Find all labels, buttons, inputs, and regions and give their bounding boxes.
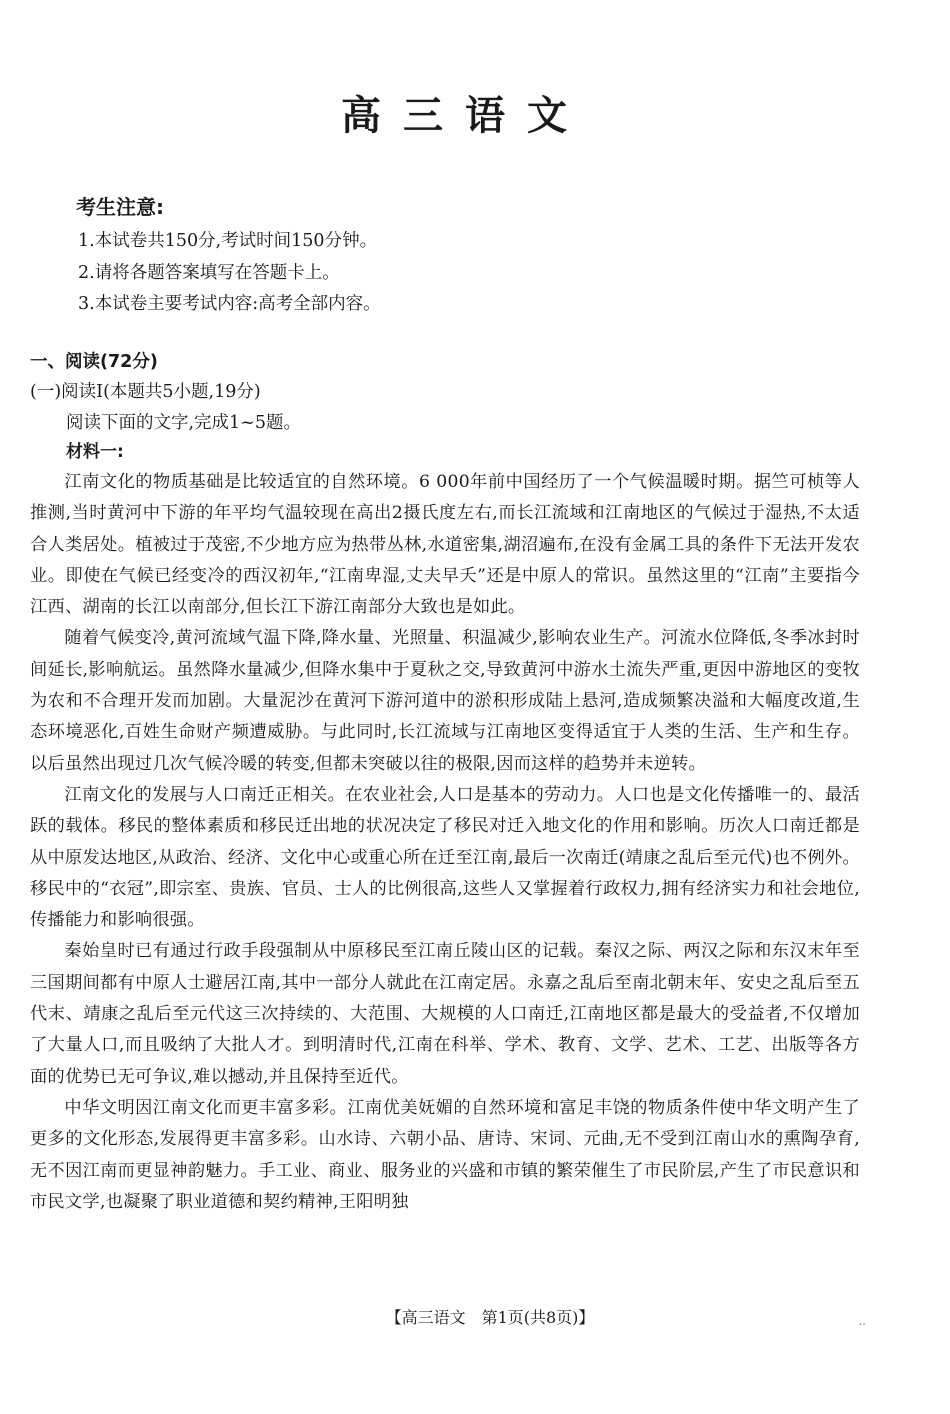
notice-item: 1.本试卷共150分,考试时间150分钟。	[78, 231, 378, 251]
passage-paragraph: 江南文化的物质基础是比较适宜的自然环境。6 000年前中国经历了一个气候温暖时期。据竺可桢等人推测,当时黄河中下游的年平均气温较现在高出2摄氏度左右,而长江流域和江南地区的气候过于湿热,不太适合人类居处。植被过于茂密,不少地方应为热带丛林,水道密集,湖沼遍布,在没有金属工具的条件下无法开发农业。即使在气候已经变冷的西汉初年,“江南卑湿,丈夫早夭”还是中原人的常识。虽然这里的“江南”主要指今江西、湖南的长江以南部分,但长江下游江南部分大致也是如此。	[30, 472, 860, 618]
reading-passage	[30, 467, 860, 1218]
corner-mark: ..	[858, 1314, 866, 1328]
passage-paragraph: 秦始皇时已有通过行政手段强制从中原移民至江南丘陵山区的记载。秦汉之际、两汉之际和东汉末年至三国期间都有中原人士避居江南,其中一部分人就此在江南定居。永嘉之乱后至南北朝末年、安史之乱后至五代末、靖康之乱后至元代这三次持续的、大范围、大规模的人口南迁,江南地区都是最大的受益者,不仅增加了大量人口,而且吸纳了大批人才。到明清时代,江南在科举、学术、教育、文学、艺术、工艺、出版等各方面的优势已无可争议,难以撼动,并且保持至近代。	[30, 941, 860, 1087]
passage-paragraph: 随着气候变冷,黄河流域气温下降,降水量、光照量、积温减少,影响农业生产。河流水位降低,冬季冰封时间延长,影响航运。虽然降水量减少,但降水集中于夏秋之交,导致黄河中游水土流失严重,更因中游地区的变牧为农和不合理开发而加剧。大量泥沙在黄河下游河道中的淤积形成陆上悬河,造成频繁决溢和大幅度改道,生态环境恶化,百姓生命财产频遭威胁。与此同时,长江流域与江南地区变得适宜于人类的生活、生产和生存。以后虽然出现过几次气候冷暖的转变,但都未突破以往的极限,因而这样的趋势并未逆转。	[30, 628, 860, 774]
page-footer	[0, 1306, 950, 1330]
notice-item: 2.请将各题答案填写在答题卡上。	[78, 262, 340, 283]
reading-instruction: 阅读下面的文字,完成1~5题。	[66, 413, 301, 433]
passage-paragraph: 中华文明因江南文化而更丰富多彩。江南优美妩媚的自然环境和富足丰饶的物质条件使中华文明产生了更多的文化形态,发展得更丰富多彩。山水诗、六朝小品、唐诗、宋词、元曲,无不受到江南山水的熏陶孕育,无不因江南而更显神韵魅力。手工业、商业、服务业的兴盛和市镇的繁荣催生了市民阶层,产生了市民意识和市民文学,也凝聚了职业道德和契约精神,王阳明独	[30, 1097, 860, 1212]
part-heading: (一)阅读Ⅰ(本题共5小题,19分)	[30, 382, 261, 402]
passage-paragraph: 江南文化的发展与人口南迁正相关。在农业社会,人口是基本的劳动力。人口也是文化传播唯一的、最活跃的载体。移民的整体素质和移民迁出地的状况决定了移民对迁入地文化的作用和影响。历次人口南迁都是从中原发达地区,从政治、经济、文化中心或重心所在迁至江南,最后一次南迁(靖康之乱后至元代)也不例外。移民中的“衣冠”,即宗室、贵族、官员、士人的比例很高,这些人又掌握着行政权力,拥有经济实力和社会地位,传播能力和影响很强。	[30, 784, 860, 931]
material-heading: 材料一:	[66, 442, 124, 462]
candidate-notice	[76, 192, 836, 321]
notice-heading: 考生注意:	[76, 195, 164, 219]
section-heading: 一、阅读(72分)	[30, 352, 158, 372]
page-number-label: 【高三语文 第1页(共8页)】	[385, 1308, 595, 1327]
notice-item: 3.本试卷主要考试内容:高考全部内容。	[78, 294, 381, 314]
page-title: 高三语文	[341, 93, 589, 139]
